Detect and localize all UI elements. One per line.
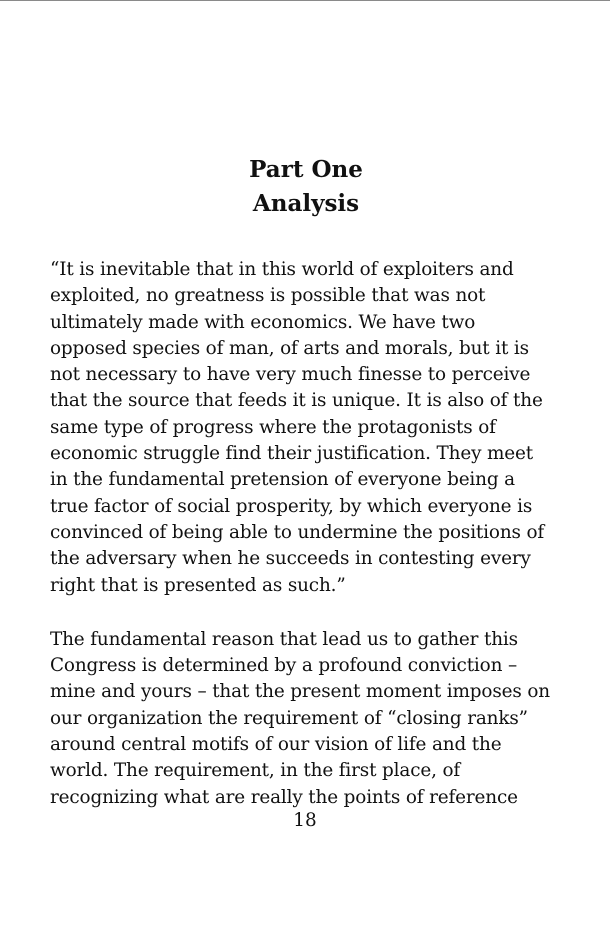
part-heading: Part One — [249, 156, 363, 183]
quote-line: opposed species of man, of arts and morals, but it is — [50, 337, 529, 359]
body-line: The fundamental reason that lead us to gather this — [50, 628, 518, 650]
quote-line: convinced of being able to undermine the positions of — [50, 521, 545, 543]
quote-line: ultimately made with economics. We have two — [50, 311, 476, 333]
quote-line: right that is presented as such.” — [50, 574, 346, 596]
body-line: our organization the requirement of “closing ranks” — [50, 707, 528, 729]
body-paragraph — [50, 627, 562, 811]
top-border-rule — [0, 0, 610, 1]
quote-line: that the source that feeds it is unique. It is also of the — [50, 390, 543, 412]
page-number: 18 — [293, 810, 317, 831]
body-line: around central motifs of our vision of life and the — [50, 734, 502, 756]
body-line: Congress is determined by a profound conviction – — [50, 655, 518, 677]
body-line: mine and yours – that the present moment imposes on — [50, 681, 550, 703]
quote-line: the adversary when he succeeds in contesting every — [50, 548, 531, 570]
body-line: world. The requirement, in the first place, of — [50, 760, 461, 782]
quote-line: in the fundamental pretension of everyone being a — [50, 469, 515, 491]
body-line: recognizing what are really the points of reference — [50, 786, 518, 808]
quote-line: economic struggle find their justification. They meet — [50, 443, 534, 465]
quote-line: true factor of social prosperity, by which everyone is — [50, 495, 533, 517]
quote-line: not necessary to have very much finesse to perceive — [50, 364, 531, 386]
chapter-title: Analysis — [252, 190, 360, 217]
quote-line: same type of progress where the protagonists of — [50, 416, 496, 438]
book-page — [50, 153, 562, 811]
opening-quote — [50, 257, 562, 599]
quote-line: exploited, no greatness is possible that was not — [50, 285, 486, 307]
quote-line: “It is inevitable that in this world of exploiters and — [50, 259, 514, 280]
